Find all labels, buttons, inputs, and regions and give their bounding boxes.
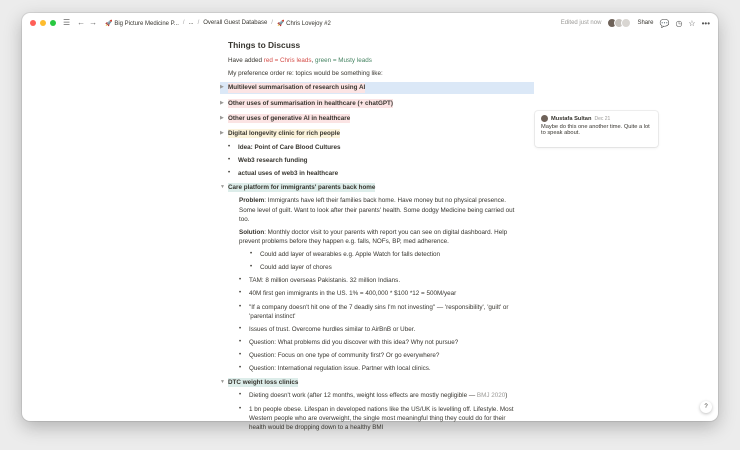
help-button[interactable]: ? (700, 401, 712, 413)
toggle-body (239, 196, 518, 373)
list-item-text-part: ) (505, 392, 508, 400)
breadcrumb-item-ellipsis[interactable]: ... (188, 20, 194, 26)
toggle-title: Digital longevity clinic for rich people (228, 129, 340, 137)
toggle-title: Care platform for immigrants' parents back home (228, 184, 376, 192)
legend-green: green = Musty leads (315, 57, 372, 65)
avatar (541, 115, 548, 122)
close-window-button[interactable] (30, 20, 36, 26)
toggle-block[interactable] (220, 128, 518, 139)
toggle-block[interactable] (220, 98, 518, 109)
bullet-dot: • (239, 392, 242, 399)
bullet-dot: • (250, 251, 253, 258)
toggle-block[interactable] (220, 113, 518, 124)
list-item (239, 405, 518, 432)
list-item-text: Question: What problems did you discover with this idea? Why not pursue? (249, 338, 459, 346)
breadcrumb-label: Big Picture Medicine P... (114, 20, 179, 27)
problem-text: : Immigrants have left their families back home. Have money but no physical presence. Some level of guilt. Want to look after their parents' health. Some dodgy Medicine being carried out too. (239, 197, 515, 223)
bullet-dot: • (239, 290, 242, 297)
bullet-dot: • (228, 157, 231, 164)
toggle-body (239, 391, 518, 432)
list-item (239, 391, 518, 400)
list-item (239, 276, 518, 285)
toggle-block[interactable] (220, 82, 534, 93)
favorite-star-icon[interactable]: ☆ (688, 18, 696, 28)
preference-text: My preference order re: topics would be something like: (228, 70, 383, 78)
breadcrumb-separator: / (182, 20, 185, 26)
updates-clock-icon[interactable]: ◷ (675, 18, 683, 28)
nested-list (250, 250, 518, 272)
collaborator-avatars[interactable] (607, 18, 631, 28)
list-item (228, 169, 518, 178)
toggle-block-care-platform[interactable] (220, 182, 518, 193)
section-heading: Things to Discuss (228, 40, 301, 50)
list-item-text: Could add layer of chores (260, 264, 332, 272)
zoom-window-button[interactable] (50, 20, 56, 26)
legend-prefix: Have added (228, 57, 264, 65)
reference-link[interactable]: BMJ 2020 (476, 392, 506, 400)
bullet-dot: • (239, 303, 242, 310)
breadcrumb-item-page[interactable]: 🚀 Chris Lovejoy #2 (276, 20, 331, 27)
breadcrumb-item-workspace[interactable]: 🚀 Big Picture Medicine P... (105, 20, 179, 27)
list-item-text: Idea: Point of Care Blood Cultures (238, 143, 341, 151)
bullet-dot: • (239, 405, 242, 412)
legend-red: red = Chris leads (263, 57, 312, 65)
toggle-title: Other uses of generative AI in healthcare (228, 114, 351, 122)
problem-label: Problem (239, 197, 265, 205)
toggle-arrow-icon[interactable]: ▶ (220, 114, 224, 121)
list-item (250, 250, 518, 259)
list-item (228, 143, 518, 152)
breadcrumb-separator: / (271, 20, 273, 26)
list-item-text: TAM: 8 million overseas Pakistanis. 32 million Indians. (249, 277, 401, 285)
toggle-arrow-open-icon[interactable]: ▼ (220, 184, 225, 191)
solution-paragraph (239, 228, 518, 246)
comment-card[interactable] (535, 111, 658, 147)
list-item-text-part: Dieting doesn't work (after 12 months, weight loss effects are mostly negligible — (249, 392, 477, 400)
toggle-arrow-icon[interactable]: ▶ (220, 84, 224, 91)
toggle-title: Multilevel summarisation of research using AI (228, 84, 366, 92)
page-content (220, 39, 518, 436)
list-item (239, 289, 518, 298)
comment-author: Mustafa Sultan (551, 115, 592, 122)
bullet-dot: • (239, 277, 242, 284)
back-arrow-icon[interactable]: ← (77, 18, 86, 27)
list-item (239, 338, 518, 347)
more-options-icon[interactable]: ••• (701, 18, 710, 28)
bullet-dot: • (228, 170, 231, 177)
list-item-text (249, 391, 507, 400)
list-item-text: actual uses of web3 in healthcare (238, 170, 339, 178)
list-item-text: Could add layer of wearables e.g. Apple Watch for falls detection (260, 251, 441, 259)
solution-label: Solution (239, 228, 265, 236)
edited-status: Edited just now (560, 20, 602, 26)
list-item-text: Web3 research funding (238, 157, 308, 165)
list-item-text: 40M first gen immigrants in the US. 1% = 400,000 * $100 *12 = 500M/year (249, 290, 457, 298)
breadcrumb-label: Chris Lovejoy #2 (286, 20, 331, 27)
avatar (621, 18, 631, 28)
app-window (22, 13, 718, 431)
list-item (239, 325, 518, 334)
bullet-dot: • (239, 352, 242, 359)
list-item-text: Issues of trust. Overcome hurdles similar to AirBnB or Uber. (249, 325, 416, 333)
bullet-dot: • (239, 325, 242, 332)
breadcrumb (105, 20, 331, 27)
list-item-text: Question: International regulation issue. Partner with local clinics. (249, 365, 431, 373)
list-item-text: 1 bn people obese. Lifespan in developed nations like the US/UK is levelling off. Lifestyle. Most Western people who are overweight, the single most meaningful thing they could do for their health would be dropping down to a healthy BMI (249, 405, 514, 431)
comments-icon[interactable]: 💬 (659, 18, 670, 28)
minimize-window-button[interactable] (40, 20, 46, 26)
list-item (250, 263, 518, 272)
legend-separator: , (311, 57, 315, 65)
comment-date: Dec 21 (594, 115, 611, 122)
comment-header (541, 115, 652, 122)
comment-text: Maybe do this one another time. Quite a lot to speak about. (541, 124, 650, 136)
sidebar-menu-icon[interactable]: ☰ (63, 18, 71, 27)
toggle-arrow-icon[interactable]: ▶ (220, 129, 224, 136)
toggle-title: Other uses of summarisation in healthcare (+ chatGPT) (228, 99, 393, 107)
breadcrumb-separator: / (197, 20, 200, 26)
list-item (239, 351, 518, 360)
toggle-arrow-open-icon[interactable]: ▼ (220, 379, 225, 386)
forward-arrow-icon[interactable]: → (89, 18, 98, 27)
bullet-dot: • (239, 338, 242, 345)
toggle-title: DTC weight loss clinics (228, 379, 299, 387)
list-item (239, 303, 518, 321)
solution-text: : Monthly doctor visit to your parents with report you can see on digital dashboard. Help prevent problems before they happen e.g. falls, NOFs, BP, med adherence. (239, 228, 508, 245)
list-item-text: "If a company doesn't hit one of the 7 deadly sins I'm not investing" — 'responsibility', 'guilt' or 'parental instinct' (249, 303, 509, 320)
color-legend (228, 56, 518, 65)
list-item (239, 364, 518, 373)
topbar-actions (561, 13, 710, 33)
bullet-dot: • (228, 143, 231, 150)
breadcrumb-item-database[interactable]: Overall Guest Database (203, 20, 268, 26)
bullet-dot: • (250, 264, 253, 271)
toggle-arrow-icon[interactable]: ▶ (220, 99, 224, 106)
toggle-block-dtc[interactable] (220, 377, 518, 388)
bullet-dot: • (239, 365, 242, 372)
problem-paragraph (239, 196, 518, 223)
window-controls (30, 20, 56, 26)
list-item (228, 156, 518, 165)
titlebar (22, 13, 718, 33)
share-button[interactable]: Share (637, 20, 654, 26)
list-item-text: Question: Focus on one type of community first? Or go everywhere? (249, 352, 440, 360)
